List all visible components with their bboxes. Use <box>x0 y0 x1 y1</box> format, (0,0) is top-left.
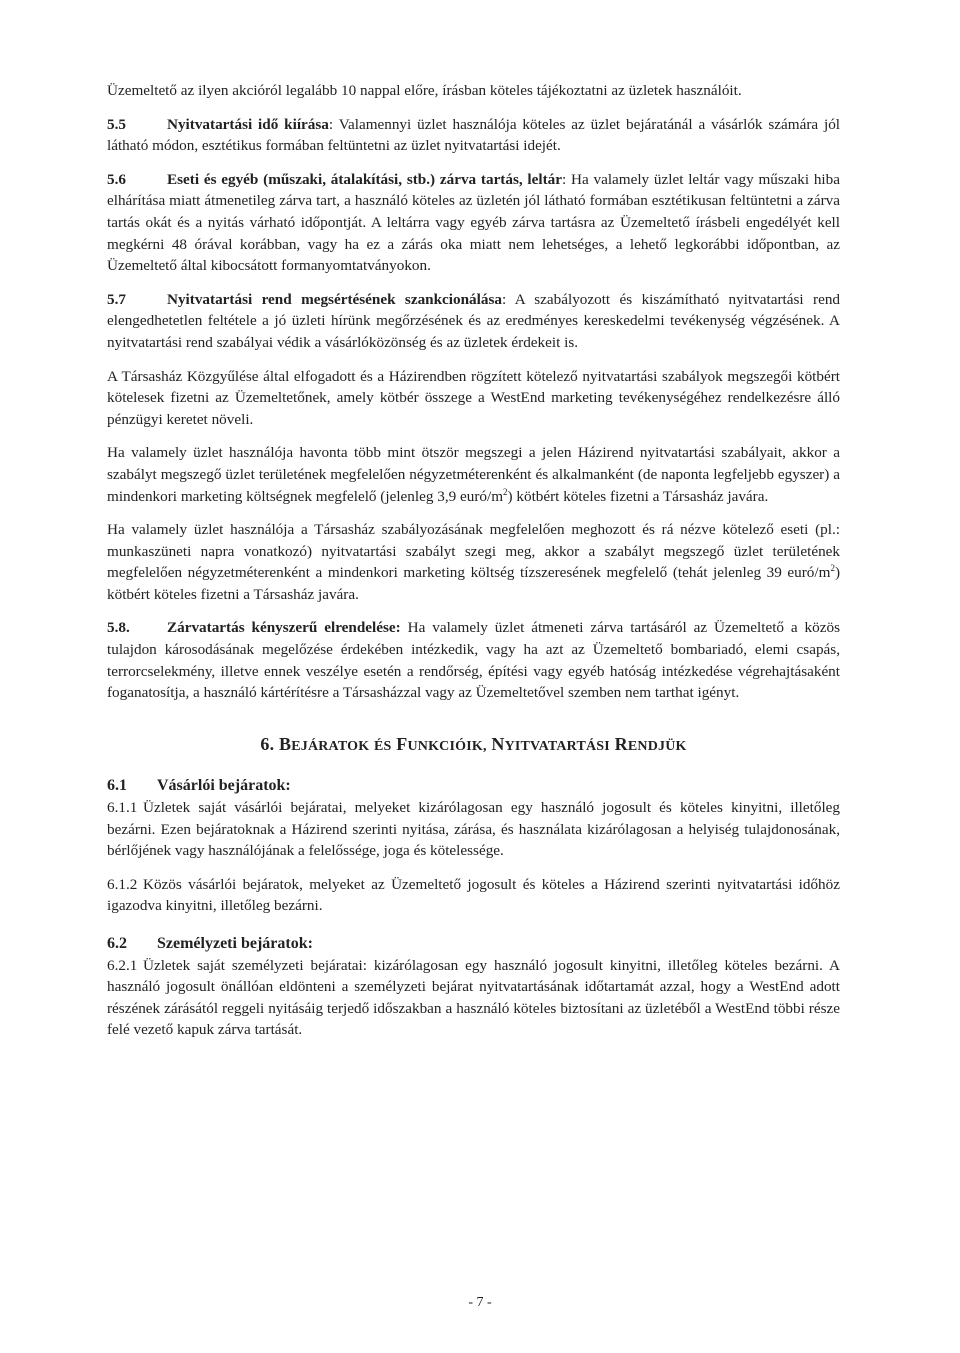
section-title: Személyzeti bejáratok: <box>157 935 313 952</box>
subsection-text: Üzletek saját személyzeti bejáratai: kizárólagosan egy használó jogosult kinyitni, illetőleg köteles bezárni. A használó jogosult önállóan eldönteni a személyzeti bejárat nyitvatartásának időtartamát azzal, hogy a WestEnd adott részének zárásától reggeli nyitásáig terjedő időszakban a használó köteles biztosítani az üzletéből a WestEnd többi része felé vezető kapuk zárva tartását. <box>107 956 840 1039</box>
heading-smallcaps: YITVATARTÁSI <box>504 738 610 754</box>
section-number: 6.1 <box>107 777 127 795</box>
superscript: 2 <box>830 563 835 574</box>
section-text: : Valamennyi üzlet használója köteles az üzlet bejáratánál a vásárlók számára jól látható módon, esztétikus formában feltüntetni az üzlet nyitvatartási idejét. <box>107 115 841 155</box>
section-6-1-1 <box>107 797 840 862</box>
section-title: Nyitvatartási rend megsértésének szankcionálása <box>167 290 502 308</box>
section-5-7-paragraph-3 <box>107 442 840 507</box>
chapter-6-heading <box>107 734 840 758</box>
document-page <box>107 80 840 1041</box>
section-6-1-2 <box>107 874 840 917</box>
subsection-text: Üzletek saját vásárlói bejáratai, melyeket kizárólagosan egy használó jogosult és köteles kinyitni, illetőleg bezárni. Ezen bejáratoknak a Házirend szerinti nyitása, zárása, és használata kizárólagosan a helyiség tulajdonosának, bérlőjének vagy használójának a felelőssége, joga és kötelessége. <box>107 799 840 860</box>
section-number: 5.5 <box>107 115 126 133</box>
section-5-7-paragraph-4 <box>107 519 840 605</box>
section-6-2-heading <box>107 933 840 955</box>
section-6-2-1 <box>107 955 840 1041</box>
page-number: - 7 - <box>468 1295 492 1310</box>
heading-letter: N <box>491 733 505 754</box>
section-title: Vásárlói bejáratok: <box>157 777 291 795</box>
section-number: 5.7 <box>107 290 126 308</box>
section-number: 6.2 <box>107 935 127 952</box>
paragraph-text: ) kötbért köteles fizetni a Társasház javára. <box>507 487 769 505</box>
paragraph-text: Ha valamely üzlet használója a Társasház szabályozásának megfelelően meghozott és rá nézve kötelező eseti (pl.: munkaszüneti napra vonatkozó) nyitvatartási szabályt szegi meg, akkor a szabályt megszegő üzlet területének megfelelően négyzetméterenként a mindenkori marketing költség tízszeresének megfelelő (tehát jelenleg 39 euró/m <box>107 521 840 582</box>
heading-letter: B <box>278 733 292 754</box>
paragraph-text: Ha valamely üzlet használója havonta több mint ötször megszegi a jelen Házirend nyitvatartási szabályait, akkor a szabályt megszegő üzlet területének megfelelően négyzetméterenként és alkalmanként (de naponta legfeljebb egyszer) a mindenkori marketing költségnek megfelelő (jelenleg 3,9 euró/m <box>107 444 840 505</box>
section-number: 5.8. <box>107 619 130 637</box>
section-5-8 <box>107 617 840 703</box>
section-5-7 <box>107 289 840 354</box>
section-6-1-heading <box>107 775 840 797</box>
subsection-number: 6.2.1 <box>107 956 138 974</box>
section-title: Nyitvatartási idő kiírása <box>167 115 329 133</box>
heading-smallcaps: UNKCIÓIK, <box>407 738 487 754</box>
intro-paragraph: Üzemeltető az ilyen akcióról legalább 10 nappal előre, írásban köteles tájékoztatni az üzletek használóit. <box>107 82 742 99</box>
section-title: Eseti és egyéb (műszaki, átalakítási, stb.) zárva tartás, leltár <box>167 170 563 188</box>
chapter-number: 6. <box>260 733 275 754</box>
subsection-number: 6.1.2 <box>107 875 138 893</box>
section-5-6 <box>107 169 840 277</box>
section-title: Zárvatartás kényszerű elrendelése: <box>167 619 401 637</box>
heading-smallcaps: EJÁRATOK <box>291 738 370 754</box>
section-text: : A szabályozott és kiszámítható nyitvatartási rend elengedhetetlen feltétele a jó üzleti hírünk megőrzésének és az eredményes kereskedelmi tevékenység végzésének. A nyitvatartási rend szabályai védik a vásárlóközönség és az üzletek érdekeit is. <box>107 290 841 351</box>
heading-smallcaps: ÉS <box>374 738 392 754</box>
paragraph-text: ) kötbért köteles fizetni a Társasház javára. <box>107 564 840 603</box>
subsection-number: 6.1.1 <box>107 799 138 817</box>
heading-letter: R <box>614 733 628 754</box>
subsection-text: Közös vásárlói bejáratok, melyeket az Üzemeltető jogosult és köteles a Házirend szerinti nyitvatartási időhöz igazodva kinyitni, illetőleg bezárni. <box>107 875 840 915</box>
heading-letter: F <box>396 733 408 754</box>
section-5-5 <box>107 114 840 157</box>
section-5-7-paragraph-2: A Társasház Közgyűlése által elfogadott és a Házirendben rögzített kötelező nyitvatartási szabályok megszegői kötbért kötelesek fizetni az Üzemeltetőnek, amely kötbér összege a WestEnd marketing tevékenységéhez rendelkezésre álló pénzügyi keretet növeli. <box>107 367 840 428</box>
section-text: Ha valamely üzlet átmeneti zárva tartásáról az Üzemeltető a közös tulajdon károsodásának megelőzése érdekében intézkedik, vagy ha azt az Üzemeltető bombariadó, elemi csapás, terrorcselekmény, illetve ennek veszélye esetén a rendőrség, építési vagy egyéb hatóság intézkedése végrehajtásaként foganatosítja, a használó kártérítésre a Társasházzal vagy az Üzemeltetővel szemben nem tarthat igényt. <box>107 619 840 702</box>
section-text: : Ha valamely üzlet leltár vagy műszaki hiba elhárítása miatt átmenetileg zárva tart, a használó köteles az üzletén jól látható formában esztétikusan feltüntetni a zárva tartás okát és a nyitás várható időpontját. A leltárra vagy egyéb zárva tartásra az Üzemeltető írásbeli engedélyét kell megkérni 48 órával korábban, vagy ha ez a zárás oka miatt nem lehetséges, a lehető legkorábbi időpontban, az Üzemeltető által kibocsátott formanyomtatványokon. <box>107 170 840 275</box>
superscript: 2 <box>503 486 508 497</box>
section-number: 5.6 <box>107 170 126 188</box>
heading-smallcaps: ENDJÜK <box>627 738 687 754</box>
